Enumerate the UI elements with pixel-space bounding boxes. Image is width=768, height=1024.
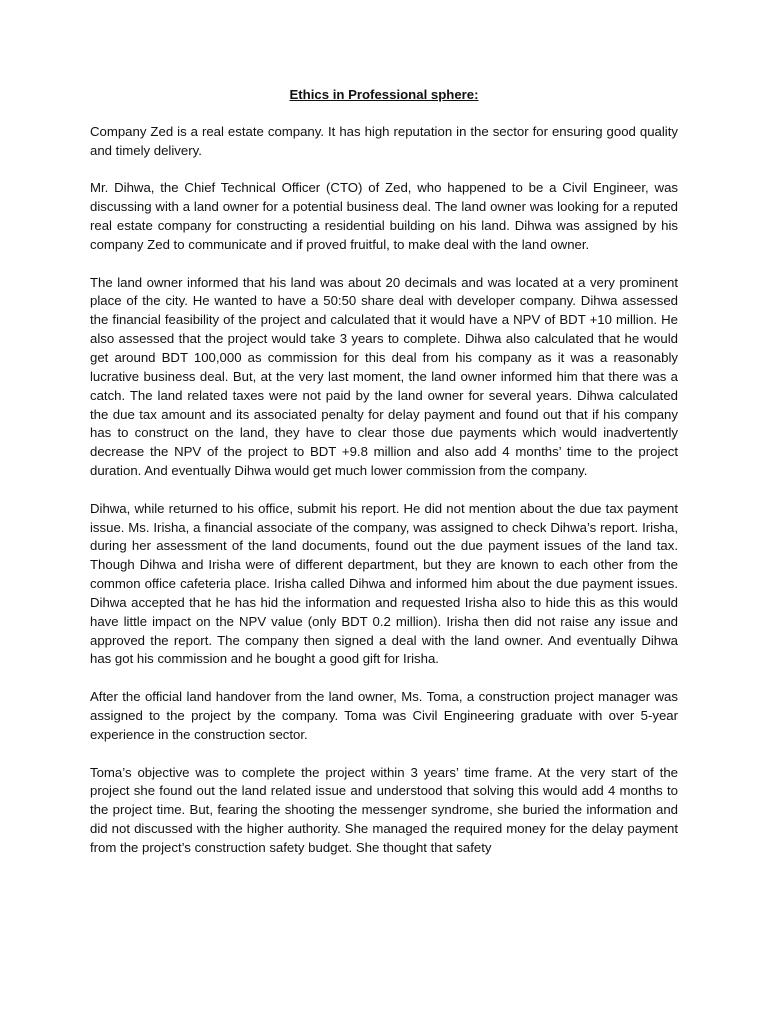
paragraph-dihwa-deal: Mr. Dihwa, the Chief Technical Officer (CTO) of Zed, who happened to be a Civil Engineer, was discussing with a land owner for a potential business deal. The land owner was looking for a reputed real estate company for constructing a residential building on his land. Dihwa was assigned by his company Zed to communicate and if proved fruitful, to make deal with the land owner.	[90, 180, 678, 252]
paragraph-toma-assignment: After the official land handover from the land owner, Ms. Toma, a construction project manager was assigned to the project by the company. Toma was Civil Engineering graduate with over 5-year experience in the construction sector.	[90, 689, 678, 742]
paragraph-land-assessment: The land owner informed that his land was about 20 decimals and was located at a very prominent place of the city. He wanted to have a 50:50 share deal with developer company. Dihwa assessed the financial feasibility of the project and calculated that it would have a NPV of BDT +10 million. He also assessed that the project would take 3 years to complete. Dihwa also calculated that he would get around BDT 100,000 as commission for this deal from his company as it was a reasonably lucrative business deal. But, at the very last moment, the land owner informed him that there was a catch. The land related taxes were not paid by the land owner for several years. Dihwa calculated the due tax amount and its associated penalty for delay payment and found out that if his company has to construct on the land, they have to clear those due payments which would inadvertently decrease the NPV of the project to BDT +9.8 million and also add 4 months’ time to the project duration. And eventually Dihwa would get much lower commission from the company.	[90, 274, 678, 479]
document-title: Ethics in Professional sphere:	[289, 87, 479, 102]
document-body	[90, 86, 678, 877]
paragraph-company-intro: Company Zed is a real estate company. It has high reputation in the sector for ensuring good quality and timely delivery.	[90, 123, 678, 158]
paragraph-irisha-report: Dihwa, while returned to his office, submit his report. He did not mention about the due tax payment issue. Ms. Irisha, a financial associate of the company, was assigned to check Dihwa’s report. Irisha, during her assessment of the land documents, found out the due payment issues of the land tax. Though Dihwa and Irisha were of different department, but they are known to each other from the common office cafeteria place. Irisha called Dihwa and informed him about the due payment issues. Dihwa accepted that he has hid the information and requested Irisha also to hide this as this would have little impact on the NPV value (only BDT 0.2 million). Irisha then did not raise any issue and approved the report. The company then signed a deal with the land owner. And eventually Dihwa has got his commission and he bought a good gift for Irisha.	[90, 500, 678, 667]
paragraph-toma-objective: Toma’s objective was to complete the project within 3 years’ time frame. At the very start of the project she found out the land related issue and understood that solving this would add 4 months to the project time. But, fearing the shooting the messenger syndrome, she buried the information and did not discussed with the higher authority. She managed the required money for the delay payment from the project’s construction safety budget. She thought that safety	[90, 764, 678, 855]
